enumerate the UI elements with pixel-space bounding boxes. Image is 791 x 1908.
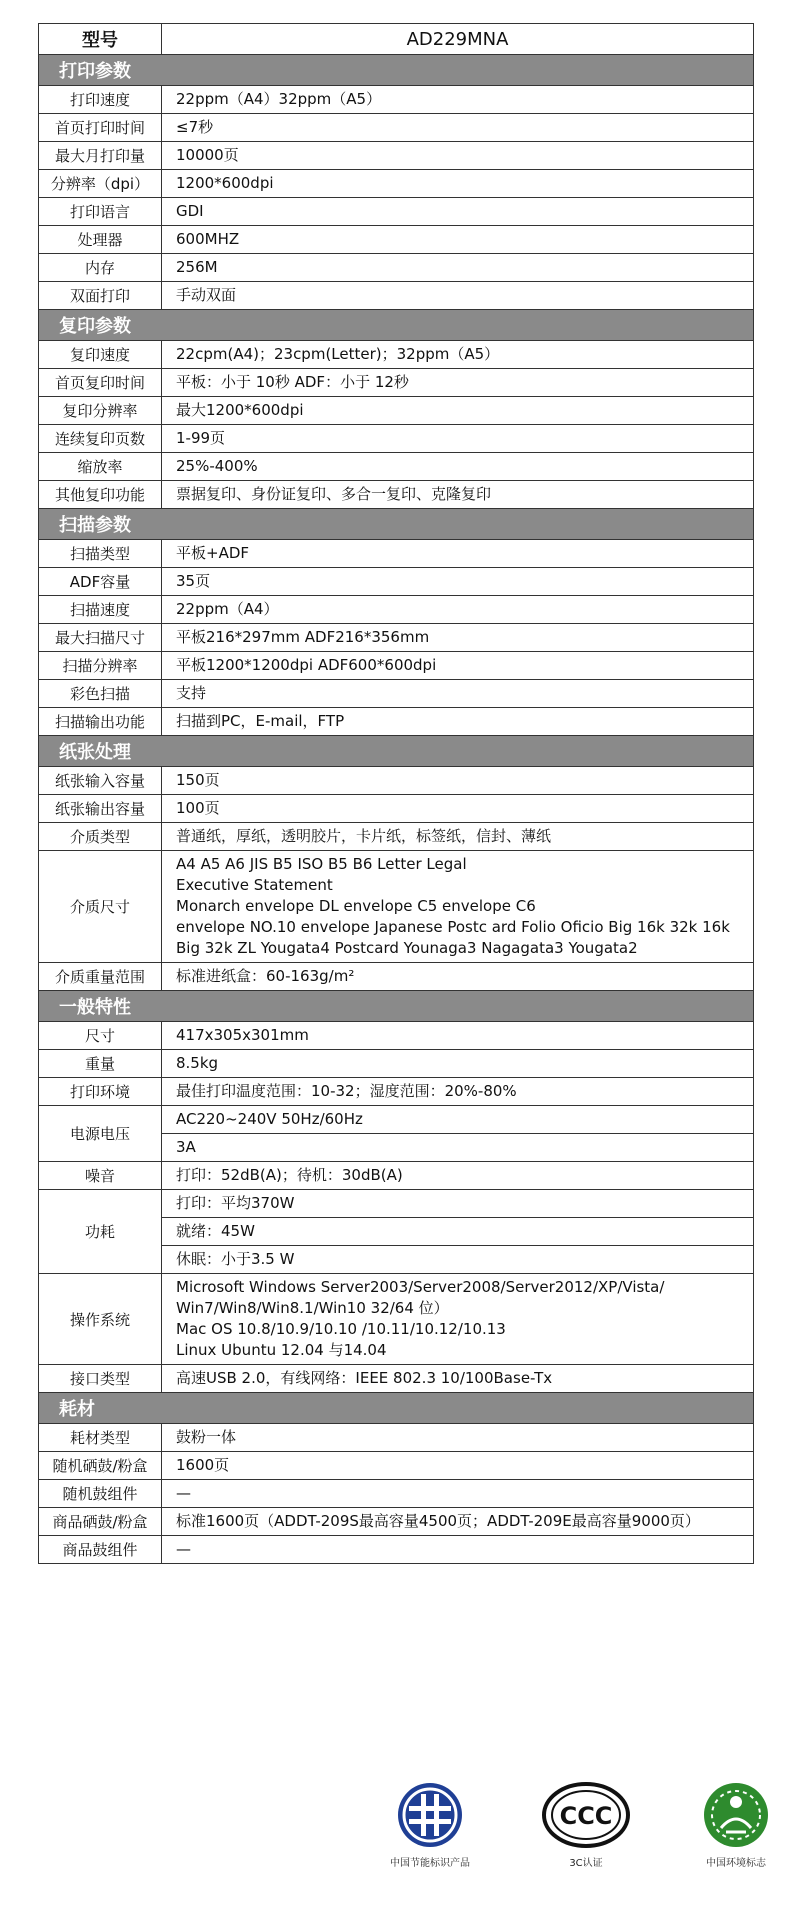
spec-label: 复印分辨率	[39, 397, 162, 425]
model-header-row	[39, 24, 754, 55]
spec-value: 打印：52dB(A)；待机：30dB(A)	[176, 1166, 403, 1184]
spec-row	[39, 1022, 754, 1050]
spec-row	[39, 1190, 754, 1218]
environmental-caption: 中国环境标志	[706, 1858, 766, 1869]
spec-value: 1-99页	[176, 429, 226, 447]
spec-row	[39, 1078, 754, 1106]
spec-row	[39, 1536, 754, 1564]
energy-saving-logo	[380, 1780, 480, 1869]
spec-row	[39, 680, 754, 708]
spec-value: 22ppm（A4）32ppm（A5）	[176, 90, 382, 108]
spec-value: 标准1600页（ADDT-209S最高容量4500页；ADDT-209E最高容量9000页）	[176, 1512, 700, 1530]
spec-value-cell	[162, 1365, 754, 1393]
spec-row	[39, 767, 754, 795]
spec-value-cell	[162, 481, 754, 509]
spec-label: 缩放率	[39, 453, 162, 481]
spec-value: 扫描到PC，E-mail，FTP	[176, 712, 345, 730]
spec-row	[39, 568, 754, 596]
spec-value: 鼓粉一体	[176, 1428, 237, 1446]
spec-value: 标准进纸盒：60-163g/m²	[176, 967, 355, 985]
spec-label: 其他复印功能	[39, 481, 162, 509]
spec-value-cell	[162, 1050, 754, 1078]
spec-value: 最佳打印温度范围：10-32；湿度范围：20%-80%	[176, 1082, 517, 1100]
spec-label: ADF容量	[39, 568, 162, 596]
spec-label: 连续复印页数	[39, 425, 162, 453]
spec-row	[39, 341, 754, 369]
ccc-icon	[541, 1780, 631, 1850]
ccc-caption: 3C认证	[569, 1858, 603, 1869]
spec-label: 纸张输入容量	[39, 767, 162, 795]
spec-value: 100页	[176, 799, 220, 817]
spec-value: Microsoft Windows Server2003/Server2008/Server2012/XP/Vista/ Win7/Win8/Win8.1/Win10 32/64 位） Mac OS 10.8/10.9/10.10 /10.11/10.12/10.13 Linux Ubuntu 12.04 与14.04	[176, 1278, 665, 1359]
spec-value: 10000页	[176, 146, 239, 164]
spec-label: 纸张输出容量	[39, 795, 162, 823]
spec-value: 1600页	[176, 1456, 230, 1474]
spec-label: 介质重量范围	[39, 963, 162, 991]
environmental-icon	[701, 1780, 771, 1850]
spec-value-cell	[162, 453, 754, 481]
spec-value: 高速USB 2.0，有线网络：IEEE 802.3 10/100Base-Tx	[176, 1369, 553, 1387]
spec-value: 就绪：45W	[176, 1222, 255, 1240]
spec-value-cell	[162, 851, 754, 963]
spec-value-cell	[162, 1078, 754, 1106]
spec-label: 打印环境	[39, 1078, 162, 1106]
spec-value-cell	[162, 1536, 754, 1564]
spec-label: 复印速度	[39, 341, 162, 369]
spec-row	[39, 254, 754, 282]
spec-value: 8.5kg	[176, 1054, 219, 1072]
spec-label: 双面打印	[39, 282, 162, 310]
section-header-row	[39, 1393, 754, 1424]
spec-value-cell	[162, 1022, 754, 1050]
spec-value-cell	[162, 86, 754, 114]
spec-value: 600MHZ	[176, 230, 240, 248]
spec-label: 处理器	[39, 226, 162, 254]
spec-value: 支持	[176, 684, 207, 702]
spec-label: 首页打印时间	[39, 114, 162, 142]
spec-label: 扫描类型	[39, 540, 162, 568]
spec-value: 35页	[176, 572, 211, 590]
spec-value-cell	[162, 568, 754, 596]
spec-value-cell	[162, 198, 754, 226]
spec-value-cell	[162, 142, 754, 170]
spec-value: 打印：平均370W	[176, 1194, 295, 1212]
spec-row	[39, 1508, 754, 1536]
spec-value: 手动双面	[176, 286, 237, 304]
spec-label: 噪音	[39, 1162, 162, 1190]
spec-label: 最大月打印量	[39, 142, 162, 170]
spec-label: 分辨率（dpi）	[39, 170, 162, 198]
spec-value: 最大1200*600dpi	[176, 401, 304, 419]
spec-label: 最大扫描尺寸	[39, 624, 162, 652]
section-title: 一般特性	[39, 991, 754, 1022]
spec-row	[39, 1424, 754, 1452]
spec-row	[39, 425, 754, 453]
spec-value: 平板：小于 10秒 ADF：小于 12秒	[176, 373, 409, 391]
spec-row	[39, 369, 754, 397]
spec-value-cell	[162, 1480, 754, 1508]
spec-value: AC220~240V 50Hz/60Hz	[176, 1110, 363, 1128]
model-value: AD229MNA	[162, 24, 754, 55]
spec-value: 150页	[176, 771, 220, 789]
spec-row	[39, 481, 754, 509]
spec-row	[39, 397, 754, 425]
spec-value-cell	[162, 1162, 754, 1190]
spec-value-cell	[162, 1274, 754, 1365]
energy-saving-icon	[395, 1780, 465, 1850]
spec-label: 商品硒鼓/粉盒	[39, 1508, 162, 1536]
spec-label: 随机硒鼓/粉盒	[39, 1452, 162, 1480]
spec-row	[39, 198, 754, 226]
spec-label: 首页复印时间	[39, 369, 162, 397]
spec-value-cell	[162, 1134, 754, 1162]
spec-value: —	[176, 1484, 191, 1502]
spec-value: A4 A5 A6 JIS B5 ISO B5 B6 Letter Legal Executive Statement Monarch envelope DL envelope C5 envelope C6 envelope NO.10 envelope Japanese Postc ard Folio Oficio Big 16k 32k 16k Big 32k ZL Yougata4 Postcard Younaga3 Nagagata3 Yougata2	[176, 855, 730, 957]
spec-row	[39, 1452, 754, 1480]
spec-value: 22cpm(A4)；23cpm(Letter)；32ppm（A5）	[176, 345, 500, 363]
spec-value-cell	[162, 425, 754, 453]
model-label: 型号	[39, 24, 162, 55]
spec-row	[39, 114, 754, 142]
certification-logos	[0, 1780, 791, 1900]
spec-label: 功耗	[39, 1190, 162, 1274]
spec-label: 尺寸	[39, 1022, 162, 1050]
ccc-logo	[536, 1780, 636, 1869]
spec-row	[39, 1365, 754, 1393]
spec-value-cell	[162, 1452, 754, 1480]
spec-value: GDI	[176, 202, 204, 220]
spec-row	[39, 851, 754, 963]
spec-label: 耗材类型	[39, 1424, 162, 1452]
spec-value-cell	[162, 767, 754, 795]
spec-value-cell	[162, 823, 754, 851]
spec-value-cell	[162, 708, 754, 736]
spec-value: 平板216*297mm ADF216*356mm	[176, 628, 430, 646]
spec-value-cell	[162, 596, 754, 624]
spec-value-cell	[162, 963, 754, 991]
spec-value-cell	[162, 282, 754, 310]
section-header-row	[39, 736, 754, 767]
section-header-row	[39, 509, 754, 540]
spec-value: 25%-400%	[176, 457, 258, 475]
spec-row	[39, 453, 754, 481]
spec-label: 操作系统	[39, 1274, 162, 1365]
spec-label: 扫描速度	[39, 596, 162, 624]
spec-table-body	[39, 24, 754, 1564]
spec-label: 介质尺寸	[39, 851, 162, 963]
spec-label: 扫描分辨率	[39, 652, 162, 680]
spec-row	[39, 282, 754, 310]
spec-value-cell	[162, 624, 754, 652]
spec-table	[38, 23, 754, 1564]
spec-value: —	[176, 1540, 191, 1558]
spec-value: 休眠：小于3.5 W	[176, 1250, 295, 1268]
spec-value-cell	[162, 341, 754, 369]
energy-saving-caption: 中国节能标识产品	[390, 1858, 470, 1869]
spec-value: ≤7秒	[176, 118, 214, 136]
spec-row	[39, 170, 754, 198]
spec-value: 平板1200*1200dpi ADF600*600dpi	[176, 656, 437, 674]
spec-value: 1200*600dpi	[176, 174, 274, 192]
spec-value: 22ppm（A4）	[176, 600, 279, 618]
spec-label: 彩色扫描	[39, 680, 162, 708]
spec-value-cell	[162, 254, 754, 282]
spec-row	[39, 142, 754, 170]
spec-label: 内存	[39, 254, 162, 282]
spec-row	[39, 596, 754, 624]
spec-row	[39, 1050, 754, 1078]
section-title: 复印参数	[39, 310, 754, 341]
spec-row	[39, 652, 754, 680]
spec-value-cell	[162, 1246, 754, 1274]
spec-value-cell	[162, 397, 754, 425]
spec-value-cell	[162, 1218, 754, 1246]
spec-value-cell	[162, 1106, 754, 1134]
spec-value: 3A	[176, 1138, 196, 1156]
spec-value-cell	[162, 114, 754, 142]
spec-row	[39, 226, 754, 254]
spec-row	[39, 1106, 754, 1134]
section-title: 耗材	[39, 1393, 754, 1424]
spec-value-cell	[162, 226, 754, 254]
spec-row	[39, 1480, 754, 1508]
spec-value-cell	[162, 1424, 754, 1452]
spec-label: 商品鼓组件	[39, 1536, 162, 1564]
spec-label: 接口类型	[39, 1365, 162, 1393]
spec-row	[39, 1274, 754, 1365]
ccc-mark-text: CCC	[559, 1802, 613, 1830]
spec-row	[39, 1162, 754, 1190]
spec-value-cell	[162, 170, 754, 198]
spec-value-cell	[162, 795, 754, 823]
spec-label: 介质类型	[39, 823, 162, 851]
spec-row	[39, 624, 754, 652]
spec-value: 票据复印、身份证复印、多合一复印、克隆复印	[176, 485, 492, 503]
spec-value-cell	[162, 1190, 754, 1218]
spec-value-cell	[162, 680, 754, 708]
section-header-row	[39, 310, 754, 341]
spec-label: 打印速度	[39, 86, 162, 114]
spec-label: 扫描输出功能	[39, 708, 162, 736]
section-title: 纸张处理	[39, 736, 754, 767]
spec-row	[39, 540, 754, 568]
section-title: 扫描参数	[39, 509, 754, 540]
section-header-row	[39, 991, 754, 1022]
spec-value-cell	[162, 540, 754, 568]
spec-value-cell	[162, 1508, 754, 1536]
spec-row	[39, 795, 754, 823]
spec-label: 随机鼓组件	[39, 1480, 162, 1508]
section-title: 打印参数	[39, 55, 754, 86]
spec-row	[39, 708, 754, 736]
spec-value-cell	[162, 369, 754, 397]
spec-label: 重量	[39, 1050, 162, 1078]
spec-value-cell	[162, 652, 754, 680]
environmental-logo	[686, 1780, 786, 1869]
spec-value: 256M	[176, 258, 218, 276]
spec-label: 打印语言	[39, 198, 162, 226]
spec-value: 平板+ADF	[176, 544, 250, 562]
spec-row	[39, 86, 754, 114]
spec-row	[39, 823, 754, 851]
spec-label: 电源电压	[39, 1106, 162, 1162]
spec-row	[39, 963, 754, 991]
section-header-row	[39, 55, 754, 86]
spec-value: 417x305x301mm	[176, 1026, 309, 1044]
spec-value: 普通纸，厚纸，透明胶片，卡片纸，标签纸，信封、薄纸	[176, 827, 552, 845]
